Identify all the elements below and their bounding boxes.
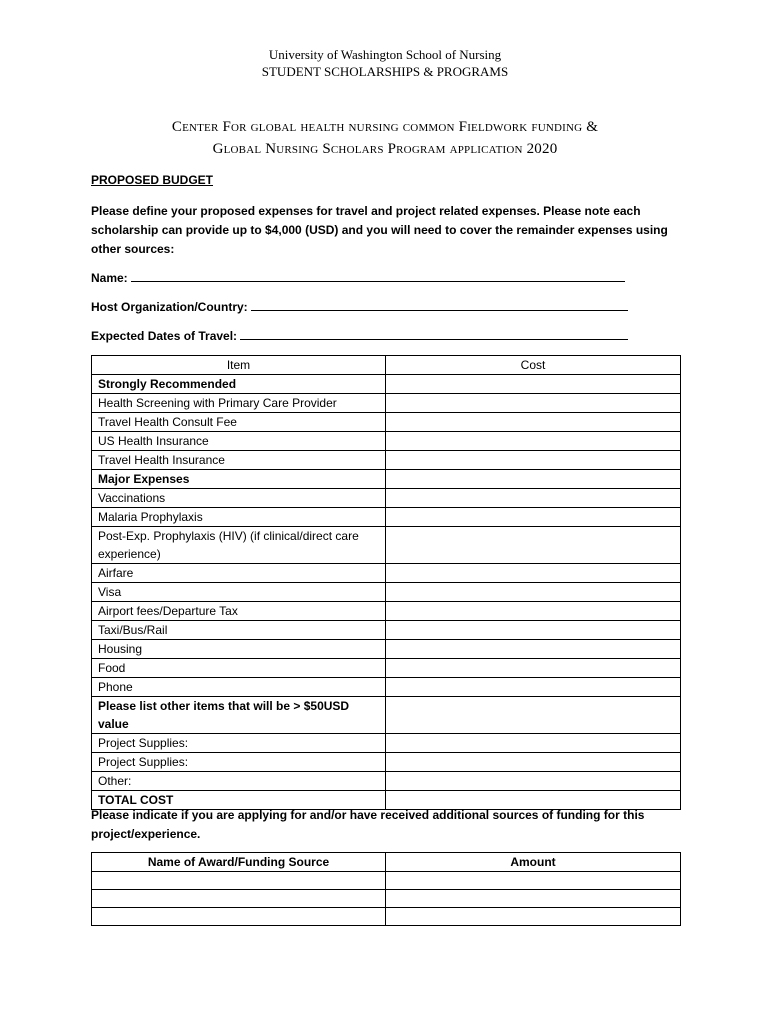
budget-item-cell: Please list other items that will be > $50USD value bbox=[92, 697, 386, 734]
cost-input-cell[interactable] bbox=[386, 394, 681, 413]
item-column-header: Item bbox=[92, 356, 386, 375]
host-organization-field[interactable] bbox=[91, 298, 628, 314]
budget-item-cell: Travel Health Consult Fee bbox=[92, 413, 386, 432]
office-name: STUDENT SCHOLARSHIPS & PROGRAMS bbox=[261, 64, 509, 79]
table-row bbox=[92, 908, 681, 926]
cost-input-cell[interactable] bbox=[386, 432, 681, 451]
budget-item-cell: Phone bbox=[92, 678, 386, 697]
cost-input-cell[interactable] bbox=[386, 640, 681, 659]
budget-item-cell: Post-Exp. Prophylaxis (HIV) (if clinical/direct care experience) bbox=[92, 527, 386, 564]
table-row bbox=[92, 772, 681, 791]
travel-dates-field[interactable] bbox=[91, 327, 628, 343]
budget-item-cell: Food bbox=[92, 659, 386, 678]
table-row bbox=[92, 640, 681, 659]
cost-input-cell[interactable] bbox=[386, 451, 681, 470]
table-row bbox=[92, 564, 681, 583]
funding-note: Please indicate if you are applying for and/or have received additional sources of funding for this project/experience. bbox=[91, 808, 645, 841]
amount-input-cell[interactable] bbox=[386, 890, 681, 908]
cost-input-cell[interactable] bbox=[386, 621, 681, 640]
table-row bbox=[92, 451, 681, 470]
budget-item-cell: Vaccinations bbox=[92, 489, 386, 508]
table-row bbox=[92, 508, 681, 527]
cost-input-cell[interactable] bbox=[386, 489, 681, 508]
funding-body bbox=[92, 872, 681, 926]
cost-input-cell[interactable] bbox=[386, 772, 681, 791]
budget-item-cell: Visa bbox=[92, 583, 386, 602]
table-row bbox=[92, 583, 681, 602]
budget-item-cell: Housing bbox=[92, 640, 386, 659]
cost-input-cell[interactable] bbox=[386, 602, 681, 621]
funding-source-input-cell[interactable] bbox=[92, 872, 386, 890]
budget-item-cell: Major Expenses bbox=[92, 470, 386, 489]
budget-table bbox=[91, 355, 681, 810]
cost-input-cell[interactable] bbox=[386, 678, 681, 697]
table-row bbox=[92, 527, 681, 564]
name-field[interactable] bbox=[91, 269, 625, 285]
budget-item-cell: US Health Insurance bbox=[92, 432, 386, 451]
budget-header-row bbox=[92, 356, 681, 375]
cost-input-cell[interactable] bbox=[386, 659, 681, 678]
travel-dates-label: Expected Dates of Travel: bbox=[91, 329, 238, 343]
funding-header-row bbox=[92, 853, 681, 872]
table-row bbox=[92, 734, 681, 753]
section-title: PROPOSED BUDGET bbox=[91, 173, 214, 187]
intro-paragraph: Please define your proposed expenses for travel and project related expenses. Please note each scholarship can provide up to $4,000 (USD) and you will need to cover the remainder expenses using other sources: bbox=[91, 204, 668, 256]
budget-item-cell: Airport fees/Departure Tax bbox=[92, 602, 386, 621]
table-row bbox=[92, 375, 681, 394]
host-organization-label: Host Organization/Country: bbox=[91, 300, 248, 314]
budget-item-cell: Project Supplies: bbox=[92, 753, 386, 772]
form-title-line1: Center For global health nursing common Fieldwork funding & bbox=[171, 119, 599, 135]
budget-item-cell: Project Supplies: bbox=[92, 734, 386, 753]
cost-input-cell[interactable] bbox=[386, 470, 681, 489]
cost-input-cell[interactable] bbox=[386, 734, 681, 753]
table-row bbox=[92, 621, 681, 640]
budget-item-cell: Strongly Recommended bbox=[92, 375, 386, 394]
table-row bbox=[92, 659, 681, 678]
budget-item-cell: Other: bbox=[92, 772, 386, 791]
travel-dates-line[interactable] bbox=[240, 327, 628, 340]
table-row bbox=[92, 872, 681, 890]
budget-item-cell: Health Screening with Primary Care Provider bbox=[92, 394, 386, 413]
cost-input-cell[interactable] bbox=[386, 527, 681, 564]
cost-input-cell[interactable] bbox=[386, 697, 681, 734]
budget-item-cell: Travel Health Insurance bbox=[92, 451, 386, 470]
cost-input-cell[interactable] bbox=[386, 413, 681, 432]
name-line[interactable] bbox=[131, 269, 625, 282]
budget-item-cell: TOTAL COST bbox=[92, 791, 386, 810]
budget-item-cell: Airfare bbox=[92, 564, 386, 583]
host-organization-line[interactable] bbox=[251, 298, 628, 311]
budget-item-cell: Malaria Prophylaxis bbox=[92, 508, 386, 527]
table-row bbox=[92, 470, 681, 489]
table-row bbox=[92, 602, 681, 621]
cost-input-cell[interactable] bbox=[386, 583, 681, 602]
table-row bbox=[92, 678, 681, 697]
table-row bbox=[92, 753, 681, 772]
funding-table bbox=[91, 852, 681, 926]
institution-name: University of Washington School of Nursing bbox=[268, 47, 502, 62]
budget-body bbox=[92, 375, 681, 810]
table-row bbox=[92, 394, 681, 413]
form-title-line2: Global Nursing Scholars Program application 2020 bbox=[212, 141, 558, 157]
amount-column-header: Amount bbox=[386, 853, 681, 872]
table-row bbox=[92, 697, 681, 734]
cost-input-cell[interactable] bbox=[386, 564, 681, 583]
cost-input-cell[interactable] bbox=[386, 508, 681, 527]
amount-input-cell[interactable] bbox=[386, 908, 681, 926]
name-label: Name: bbox=[91, 271, 128, 285]
amount-input-cell[interactable] bbox=[386, 872, 681, 890]
funding-source-column-header: Name of Award/Funding Source bbox=[92, 853, 386, 872]
funding-source-input-cell[interactable] bbox=[92, 890, 386, 908]
table-row bbox=[92, 489, 681, 508]
table-row bbox=[92, 413, 681, 432]
cost-input-cell[interactable] bbox=[386, 753, 681, 772]
table-row bbox=[92, 432, 681, 451]
cost-column-header: Cost bbox=[386, 356, 681, 375]
table-row bbox=[92, 890, 681, 908]
cost-input-cell[interactable] bbox=[386, 375, 681, 394]
budget-item-cell: Taxi/Bus/Rail bbox=[92, 621, 386, 640]
funding-source-input-cell[interactable] bbox=[92, 908, 386, 926]
